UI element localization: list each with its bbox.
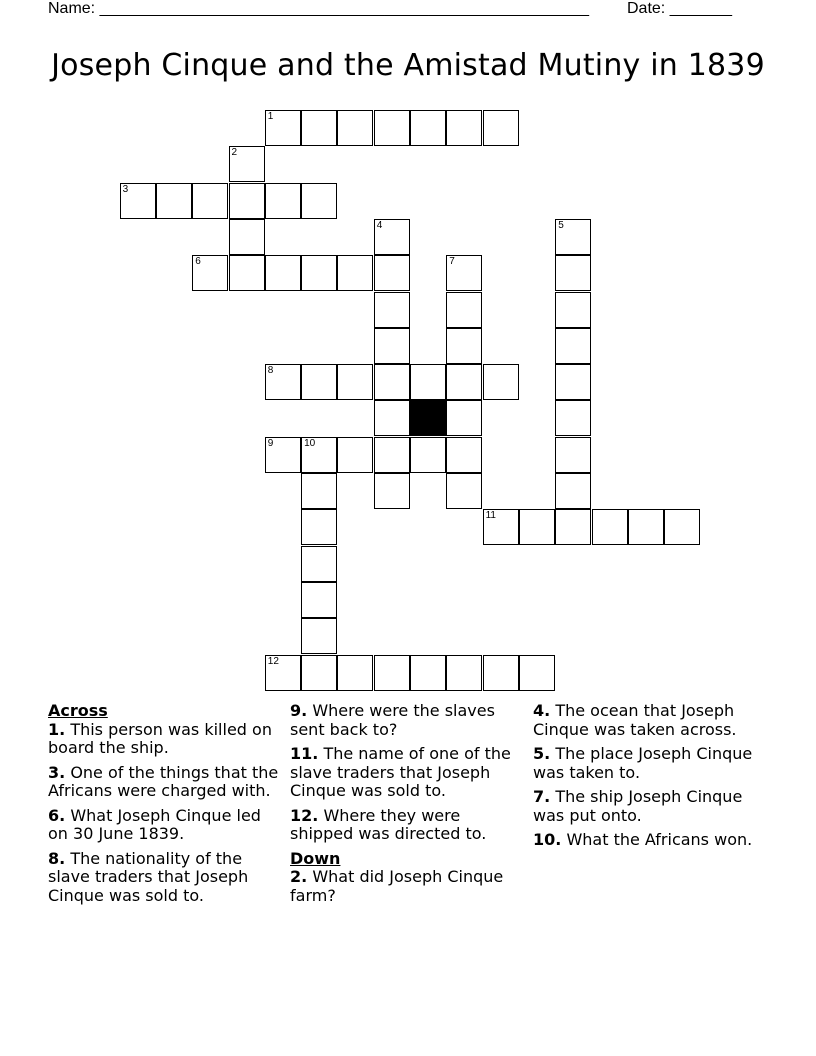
grid-number: 7 xyxy=(449,256,455,268)
grid-cell[interactable] xyxy=(374,328,410,364)
grid-cell[interactable] xyxy=(301,473,337,509)
grid-cell[interactable] xyxy=(301,364,337,400)
grid-cell[interactable] xyxy=(301,546,337,582)
clue-across-1 xyxy=(48,721,284,758)
clue-down-2 xyxy=(290,868,526,905)
grid-cell[interactable] xyxy=(555,437,591,473)
grid-cell[interactable] xyxy=(483,655,519,691)
grid-cell[interactable] xyxy=(628,509,664,545)
clue-number: 5. xyxy=(533,744,551,763)
clue-text: One of the things that the Africans were charged with. xyxy=(48,762,279,800)
grid-cell[interactable] xyxy=(374,110,410,146)
grid-cell[interactable] xyxy=(337,364,373,400)
across-heading: Across xyxy=(48,701,108,720)
clue-across-6 xyxy=(48,807,284,844)
grid-cell[interactable] xyxy=(265,110,301,146)
grid-cell[interactable] xyxy=(410,110,446,146)
clue-down-4 xyxy=(533,702,763,739)
grid-cell[interactable] xyxy=(301,618,337,654)
grid-cell[interactable] xyxy=(265,255,301,291)
grid-cell[interactable] xyxy=(229,255,265,291)
grid-cell[interactable] xyxy=(192,183,228,219)
grid-cell[interactable] xyxy=(555,364,591,400)
grid-number: 3 xyxy=(122,183,129,195)
clue-number: 7. xyxy=(533,787,551,806)
clue-text: Where were the slaves sent back to? xyxy=(290,701,495,739)
grid-number: 1 xyxy=(267,111,274,122)
grid-cell[interactable] xyxy=(446,364,482,400)
grid-cell[interactable] xyxy=(120,183,156,219)
grid-cell[interactable] xyxy=(229,183,265,219)
clue-down-10 xyxy=(533,831,763,850)
clue-text: What Joseph Cinque led on 30 June 1839. xyxy=(48,805,261,843)
clue-text: What did Joseph Cinque farm? xyxy=(290,867,504,905)
grid-cell[interactable] xyxy=(301,255,337,291)
grid-cell[interactable] xyxy=(555,255,591,291)
clue-across-3 xyxy=(48,764,284,801)
grid-cell-blocked xyxy=(410,400,446,436)
grid-cell[interactable] xyxy=(337,110,373,146)
grid-cell[interactable] xyxy=(410,437,446,473)
grid-cell[interactable] xyxy=(265,655,301,691)
grid-number: 4 xyxy=(376,219,383,231)
worksheet-header xyxy=(48,0,748,22)
grid-cell[interactable] xyxy=(374,473,410,509)
grid-cell[interactable] xyxy=(555,509,591,545)
clue-number: 12. xyxy=(290,805,319,825)
clue-text: This person was killed on board the ship. xyxy=(48,719,272,757)
grid-number: 11 xyxy=(485,510,496,522)
grid-cell[interactable] xyxy=(555,219,591,255)
grid-number: 10 xyxy=(304,437,316,449)
grid-number: 6 xyxy=(195,256,201,268)
clue-text: The name of one of the slave traders that Joseph Cinque was sold to. xyxy=(290,744,511,800)
grid-cell[interactable] xyxy=(446,110,482,146)
grid-cell[interactable] xyxy=(337,255,373,291)
clue-number: 10. xyxy=(533,830,562,849)
clue-number: 3. xyxy=(48,762,66,782)
grid-cell[interactable] xyxy=(483,364,519,400)
clue-text: The place Joseph Cinque was taken to. xyxy=(533,744,753,782)
grid-cell[interactable] xyxy=(301,655,337,691)
clue-text: The nationality of the slave traders that Joseph Cinque was sold to. xyxy=(48,848,249,905)
grid-cell[interactable] xyxy=(301,582,337,618)
grid-cell[interactable] xyxy=(446,437,482,473)
name-field-label[interactable]: Name: _______________________________________________________ xyxy=(48,0,589,17)
grid-number: 8 xyxy=(267,365,274,377)
grid-cell[interactable] xyxy=(374,255,410,291)
puzzle-title: Joseph Cinque and the Amistad Mutiny in 1839 xyxy=(51,48,765,83)
grid-cell[interactable] xyxy=(483,110,519,146)
grid-cell[interactable] xyxy=(374,400,410,436)
grid-cell[interactable] xyxy=(483,509,519,545)
grid-cell[interactable] xyxy=(374,437,410,473)
clue-across-12 xyxy=(290,807,526,844)
grid-number: 5 xyxy=(558,219,564,231)
grid-cell[interactable] xyxy=(229,146,265,182)
clue-number: 6. xyxy=(48,805,66,825)
grid-cell[interactable] xyxy=(664,509,700,545)
clue-number: 2. xyxy=(290,867,308,886)
grid-cell[interactable] xyxy=(592,509,628,545)
clues-column-2 xyxy=(290,702,526,911)
clue-number: 4. xyxy=(533,701,551,720)
grid-cell[interactable] xyxy=(337,437,373,473)
clue-number: 11. xyxy=(290,744,319,763)
grid-cell[interactable] xyxy=(156,183,192,219)
grid-cell[interactable] xyxy=(374,364,410,400)
grid-cell[interactable] xyxy=(446,328,482,364)
grid-number: 2 xyxy=(231,147,238,159)
down-heading: Down xyxy=(290,848,341,868)
clue-text: What the Africans won. xyxy=(566,830,753,849)
clue-text: The ship Joseph Cinque was put onto. xyxy=(533,787,743,825)
grid-cell[interactable] xyxy=(374,292,410,328)
grid-number: 12 xyxy=(267,655,279,667)
grid-cell[interactable] xyxy=(555,400,591,436)
grid-cell[interactable] xyxy=(301,110,337,146)
grid-cell[interactable] xyxy=(555,473,591,509)
grid-cell[interactable] xyxy=(301,183,337,219)
clue-number: 8. xyxy=(48,848,66,868)
grid-cell[interactable] xyxy=(410,655,446,691)
grid-cell[interactable] xyxy=(301,509,337,545)
grid-cell[interactable] xyxy=(229,219,265,255)
grid-cell[interactable] xyxy=(555,328,591,364)
grid-cell[interactable] xyxy=(555,292,591,328)
grid-cell[interactable] xyxy=(374,655,410,691)
grid-cell[interactable] xyxy=(265,183,301,219)
clue-across-11 xyxy=(290,745,526,801)
grid-number: 9 xyxy=(267,437,274,449)
grid-cell[interactable] xyxy=(301,437,337,473)
grid-cell[interactable] xyxy=(265,437,301,473)
grid-cell[interactable] xyxy=(337,655,373,691)
clue-across-9 xyxy=(290,702,526,739)
grid-cell[interactable] xyxy=(446,292,482,328)
grid-cell[interactable] xyxy=(519,655,555,691)
grid-cell[interactable] xyxy=(446,473,482,509)
clue-text: The ocean that Joseph Cinque was taken across. xyxy=(533,701,737,739)
grid-cell[interactable] xyxy=(410,364,446,400)
clue-number: 9. xyxy=(290,701,308,720)
grid-cell[interactable] xyxy=(265,364,301,400)
clues-column-3 xyxy=(533,702,763,856)
date-field-label[interactable]: Date: _______ xyxy=(627,0,732,17)
clue-number: 1. xyxy=(48,719,66,739)
grid-cell[interactable] xyxy=(192,255,228,291)
grid-cell[interactable] xyxy=(374,219,410,255)
clue-down-7 xyxy=(533,788,763,825)
grid-cell[interactable] xyxy=(446,255,482,291)
clue-text: Where they were shipped was directed to. xyxy=(290,805,487,843)
clues-column-1 xyxy=(48,702,284,911)
grid-cell[interactable] xyxy=(446,655,482,691)
clue-across-8 xyxy=(48,850,284,906)
grid-cell[interactable] xyxy=(446,400,482,436)
grid-cell[interactable] xyxy=(519,509,555,545)
clue-down-5 xyxy=(533,745,763,782)
